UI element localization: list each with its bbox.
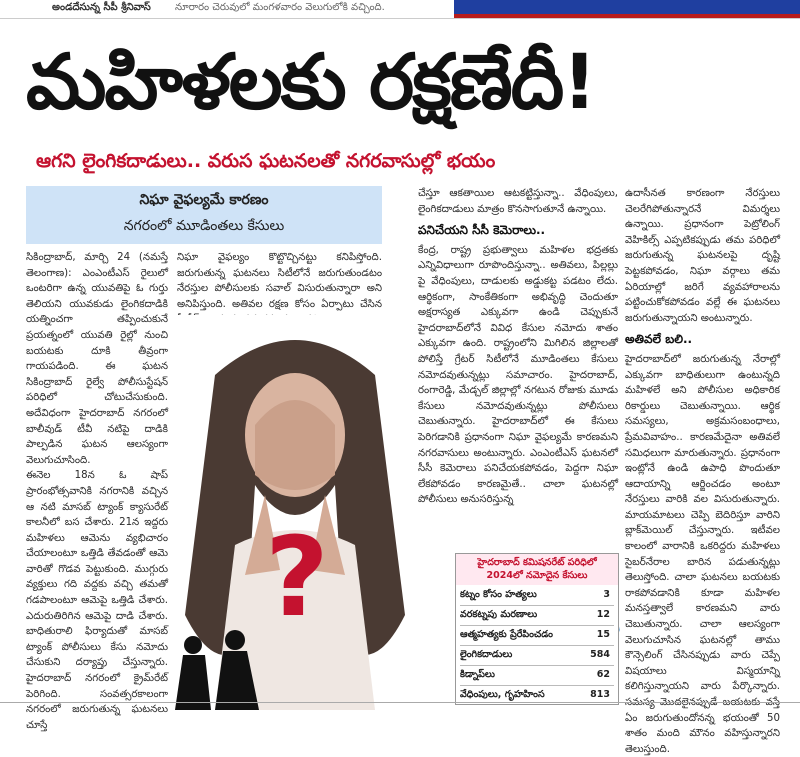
table-row xyxy=(460,585,614,606)
paragraph: ఉదాసీనత కారణంగా నేరస్తులు చెలరేగిపోతున్నారనే విమర్శలు ఉన్నాయి. ప్రధానంగా పెట్రోలింగ్‌ వెహికిల్స్‌ ఎప్పటికప్పుడు తమ పరిధిలో జరుగుతున్న ఘటనలపై దృష్టి పెట్టకపోవడం, నిఘా వర్గాలు తమ ఏరియాల్లో జరిగే వ్యవహారాలను పట్టించుకోకపోవడం వల్లే ఈ ఘటనలు జరుగుతున్నాయని అంటున్నారు. xyxy=(625,188,780,324)
row-label: వేధింపులు, గృహహింస xyxy=(460,689,545,700)
svg-text:?: ? xyxy=(265,513,329,641)
row-value: 3 xyxy=(603,589,610,600)
table-header xyxy=(456,554,618,585)
row-label: ఆత్మహత్యకు ప్రేరేపించడం xyxy=(460,629,553,640)
paragraph: ఈనెల 18న ఓ షాప్‌ ప్రారంభోత్సవానికి నగరానికి వచ్చిన ఆ నటి మాసబ్‌ ట్యాంక్‌ క్యాసురేట్‌ కాలనీలో బస చేశారు. 21న ఇద్దరు మహిళలు ఆమెను వ్యభిచారం చేయాలంటూ ఒత్తిడి తేవడంతో ఆమె వారితో గొడవ పెట్టుకుంది. ముగ్గురు వ్యక్తులు గది వద్దకు వచ్చి తమతో గడపాలంటూ ఆమెపై ఒత్తిడి చేశారు. ఎదురుతిరిగిన ఆమెపై దాడి చేశారు. బాధితురాలి ఫిర్యాదుతో మాసబ్‌ ట్యాంక్‌ పోలీసులు కేసు నమోదు చేసుకుని దర్యాప్తు చేస్తున్నారు. హైదరాబాద్‌ నగరంలో క్రైమ్‌రేట్‌ పెరిగింది. సంవత్సరకాలంగా నగరంలో జరుగుతున్న ఘటనలు చూస్తే xyxy=(26,470,168,731)
paragraph: చేస్తూ ఆకతాయిల ఆటకట్టిస్తున్నా.. వేధింపులు, లైంగికదాడులు మాత్రం కొనసాగుతూనే ఉన్నాయి. xyxy=(418,188,618,215)
row-value: 62 xyxy=(596,669,610,680)
cases-table xyxy=(455,553,619,705)
paragraph: సికింద్రాబాద్‌, మార్చి 24 (నమస్తే తెలంగాణ): ఎంఎంటీఎస్‌ రైలులో ఒంటరిగా ఉన్న యువతిపై ఓ గుర్తు తెలియని యువకుడు లైంగికదాడికి యత్నించగా తప్పించుకునే ప్రయత్నంలో యువతి రైల్లో నుంచి బయటకు దూకి తీవ్రంగా గాయపడింది. ఈ ఘటన సికింద్రాబాద్‌ రైల్వే పోలీసుస్టేషన్‌ పరిధిలో చోటుచేసుకుంది. అదేవిధంగా హైదరాబాద్‌ నగరంలో బాలీవుడ్‌ టీవీ నటిపై దాడికి పాల్పడిన ఘటన ఆలస్యంగా వెలుగుచూసింది. xyxy=(26,252,168,466)
article-column-2 xyxy=(177,250,382,316)
highlight-line-1: నిఘా వైఫల్యమే కారణం xyxy=(139,192,269,208)
prev-article-snippet: నూరారం చెరువులో మంగళవారం వెలుగులోకి వచ్చింది. xyxy=(175,2,385,13)
table-title-1: హైదరాబాద్‌ కమిషనరేట్‌ పరిధిలో xyxy=(477,557,597,568)
row-label: కిడ్నాప్‌లు xyxy=(460,669,495,680)
paragraph: హైదరాబాద్‌లో జరుగుతున్న నేరాల్లో ఎక్కువగా బాధితులుగా ఉంటున్నది మహిళలే అని పోలీసుల అధికారిక రికార్డులు చెబుతున్నాయి. ఆర్థిక సమస్యలు, అక్రమసంబంధాలు, ప్రేమవివాహం.. కారణమేదైనా అతివలే సమిధలుగా మారుతున్నారు. ప్రధానంగా ఇంట్లోనే ఉండి ఉపాధి పొందుతూ ఆదాయాన్ని ఆర్జించడం అంటూ నేరస్తులు వారికి వల విసురుతున్నారు. మాయమాటలు చెప్పి బెదిరిస్తూ వారిని బ్లాక్‌మెయిల్‌ చేస్తున్నారు. ఇటీవల కాలంలో వారానికి ఒకరిద్దరు మహిళలు సైబర్‌నేరాల బారిన పడుతున్నట్లు తెలుస్తోంది. చాలా ఘటనలు బయటకు రాకపోవడానికి కూడా మహిళల మనస్తత్వాలే కారణమని వారు చెబుతున్నారు. చాలా ఆలస్యంగా వెలుగుచూసిన ఘటనల్లో తాము కౌన్సెలింగ్‌ చేసినప్పుడు వారు చెప్పే విషయాలు విస్మయాన్ని కలిగిస్తున్నాయని వారు పేర్కొన్నారు. సమస్య మొదలైనప్పుడే బయటకు వస్తే ఏం జరుగుతుందోనన్న భయంతో 50 శాతం మంది మౌనం వహిస్తున్నారని తెలుస్తుంది. xyxy=(625,353,780,755)
bottom-strip xyxy=(0,702,800,712)
section-heading: పనిచేయని సీసీ కెమెరాలు.. xyxy=(418,223,546,238)
paragraph: కేంద్ర, రాష్ట్ర ప్రభుత్వాలు మహిళల భద్రతకు ఎన్నివిధాలుగా రూపొందిస్తున్నా.. అతివలు, పిల్లల్లు పై వేధింపులు, దాడులకు అడ్డుకట్ట పడటం లేదు. ఆర్థికంగా, సాంకేతికంగా అభివృద్ధి చెందుతూ అక్షరాస్యత ఎక్కువగా ఉండి చెప్పుకునే హైదరాబాద్‌లోనే వివిధ కేసుల నమోదు శాతం ఎక్కువగా ఉంది. రాష్ట్రంలోని మిగిలిన జిల్లాలతో పోలిస్తే గ్రేటర్‌ సిటీలోనే మూడింతలు కేసులు నమోదవుతున్నట్లు సమాచారం. హైదరాబాద్‌, రంగారెడ్డి, మేడ్చల్‌ జిల్లాల్లో నగటున రోజుకు మూడు కేసులు నమోదవుతున్నట్లు పోలీసులు చెబుతున్నారు. హైదరాబాద్‌లో ఈ కేసులు పెరిగడానికి ప్రధానంగా నిఘా వైఫల్యమే కారణమని నగరవాసులు అంటున్నారు. ఎంఎంటీఎస్‌ ఘటనలో సీసీ కెమెరాలు పనిచేయకపోవడం, పెద్దగా నిఘా లేకపోవడం కారణమైతే.. చాలా ఘటనల్లో పోలీసులు అనుసరిస్తున్న xyxy=(418,244,618,506)
table-row xyxy=(460,625,614,646)
table-title-2: 2024లో నమోదైన కేసులు xyxy=(486,570,588,581)
paragraph: నిఘా వైఫల్యం కొట్టొచ్చినట్టు కనిపిస్తోంది. జరుగుతున్న ఘటనలు సిటీలోనే జరుగుతుండటం నేరస్తుల పోలీసులకు సవాల్‌ విసురుతున్నారా అని అనిపిస్తుంది. అతివల రక్షణ కోసం ఏర్పాటు చేసిన xyxy=(177,252,382,310)
masthead-bar xyxy=(454,0,800,18)
row-value: 12 xyxy=(596,609,610,620)
article-column-4 xyxy=(625,186,780,755)
row-label: కట్నం కోసం హత్యలు xyxy=(460,589,537,600)
headline: మహిళలకు రక్షణేదీ! xyxy=(26,37,595,126)
article-column-1 xyxy=(26,250,168,731)
table-row xyxy=(460,605,614,626)
row-label: లైంగికదాడులు xyxy=(460,649,513,660)
table-row xyxy=(460,645,614,666)
section-heading: అతివలే బలి.. xyxy=(625,332,693,347)
highlight-line-2: నగరంలో మూడింతలు కేసులు xyxy=(123,218,285,234)
table-row xyxy=(460,665,614,686)
article-photo xyxy=(175,315,415,710)
article-column-3 xyxy=(418,186,618,546)
row-value: 813 xyxy=(590,689,610,700)
row-value: 15 xyxy=(596,629,610,640)
row-value: 584 xyxy=(590,649,610,660)
row-label: వరకట్నపు మరణాలు xyxy=(460,609,538,620)
subheadline: ఆగని లైంగికదాడులు.. వరుస ఘటనలతో నగరవాసుల్లో భయం xyxy=(36,150,496,172)
prev-article-caption: అండదేసున్న సీపీ శ్రీనివాస్ xyxy=(52,2,151,13)
highlight-box xyxy=(26,186,382,244)
question-mark-icon xyxy=(265,513,329,641)
